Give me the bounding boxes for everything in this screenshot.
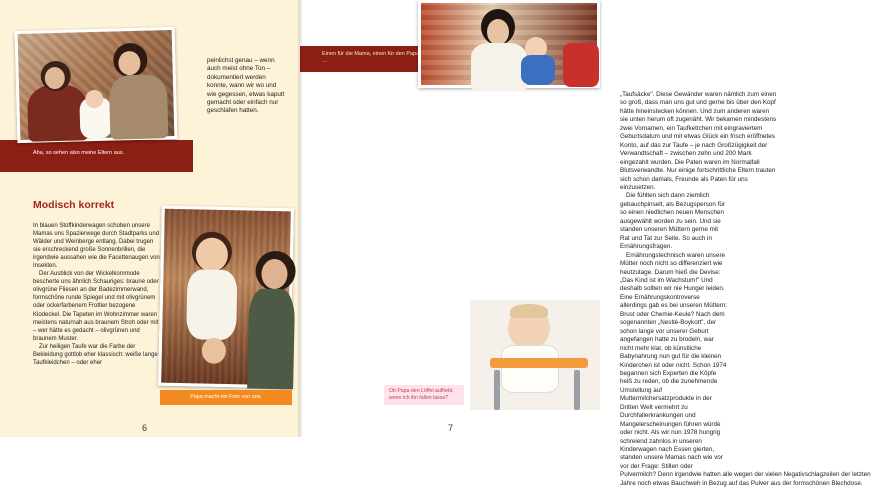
paragraph: Zur heiligen Taufe war die Farbe der Bekleidung gottlob eher klassisch: weiße lange Taufkleidchen – oder eher — [33, 343, 158, 366]
paragraph: „Taufsäcke". Diese Gewänder waren nämlich zum einen so groß, dass man uns gut und gerne bis über den Kopf hätte hineinstecken können. Und zum anderen waren sie unten herum oft zugenäht. Wir bekamen mindestens zwei Vornamen, ein Taufkettchen mit eingraviertem Geburtsdatum und mit etwas Glück ein frisch eröffnetes Konto, auf das zur Taufe – je nach Großzügigkeit der Verwandtschaft – zwischen zehn und 200 Mark eingezahlt wurden. Die Paten waren im Normalfall Blutsverwandte. Nur einige fortschrittliche Eltern trauten sich schon damals, Freunde als Paten für uns einzusetzen. — [620, 91, 777, 191]
highchair-photo-caption: Ob Papa den Löffel aufhebt, wenn ich ihn fallen lasse? — [384, 385, 464, 405]
left-body-text — [33, 222, 160, 367]
float-spacer-top — [782, 95, 878, 195]
highchair-photo — [470, 300, 600, 410]
baby-photo — [158, 206, 294, 389]
right-body-text — [620, 91, 878, 488]
paragraph: Ernährungstechnisch waren unsere Mütter noch nicht so differenziert wie heutzutage. Darum hieß die Devise: „Das Kind ist im Wachstum!" Und deshalb sollten wir nie Hunger leiden. Eine Ernährungskontroverse allerdings gab es bei unseren Müttern: Brust oder Chemie-Keule? Nach dem sogenannten „Nestlé-Boykott", der schon lange vor unserer Geburt angefangen hatte zu brodeln, war nicht mehr klar, ob künstliche Babynahrung nun gut für die kleinen Kinderchen ist oder nicht. Schon 1974 begannen sich Experten die Köpfe heiß zu reden, ob die zunehmende Umstellung auf Muttermilchersatzprodukte in der Dritten Welt vermehrt zu Durchfallerkrankungen und Mangelerscheinungen führen würde oder nicht. Als wir nun 1978 hungrig schreiend zahnlos in unseren Kinderwagen nach Essen gierten, standen unsere Mamas nach wie vor vor der Frage: Stillen oder Pulvermilch? Denn irgendwie hatten alle wegen der vielen Negativschlagzeilen der letzten Jahre noch etwas Bauchweh in Bezug auf das Pulver aus der formschönen Blechdose. — [620, 251, 871, 487]
book-gutter — [297, 0, 303, 437]
section-heading: Modisch korrekt — [33, 199, 115, 211]
top-photo-caption: Aha, so sehen also meine Eltern aus. — [33, 150, 125, 156]
paragraph: In blauen Stoffkinderwagen schoben unsere Mamas uns Spazierwege durch Stadtparks und Wälder und Weinberge entlang. Dabei trugen sie erschreckend große Sonnenbrillen, die irgendwie aussahen wie die Facettenaugen von Insekten. — [33, 223, 160, 270]
parents-photo — [15, 27, 178, 143]
float-spacer-bottom — [728, 347, 878, 467]
feeding-photo — [418, 0, 600, 88]
baby-photo-caption: Papa macht ein Foto von uns. — [160, 390, 292, 405]
left-page — [0, 0, 300, 437]
top-caption: Einen für die Mama, einen für den Papa … — [322, 51, 420, 64]
intro-text: peinlichst genau – wenn auch meist ohne Ton – dokumentiert werden konnte, wann wir wo und wie gegessen, etwas kaputt gemacht oder einfach nur geschlafen hatten. — [207, 57, 285, 115]
right-page — [300, 0, 871, 487]
paragraph: Die fühlten sich dann ziemlich gebauchpinselt, als Bezugsperson für so einen niedlichen neuen Menschen ausgewählt worden zu sein. Und sie standen unseren Müttern gerne mit Rat und Tat zur Seite. So auch in Ernährungsfragen. — [620, 192, 726, 251]
page-number: 6 — [142, 423, 148, 433]
page-number: 7 — [448, 423, 454, 433]
paragraph: Der Ausblick von der Wickelkommode bescherte uns ähnlich Schauriges: braune oder olivgrüne Fliesen an der Badezimmerwand, formschöne runde Spiegel und mit olivgrünem oder ockerfarbenem Frottier bezogene Klodeckel. Die Tapeten im Wohnzimmer waren meistens naturnah aus braunem Stroh oder mit – wer hätte es gedacht – olivgrünen und braunem Muster. — [33, 271, 159, 342]
